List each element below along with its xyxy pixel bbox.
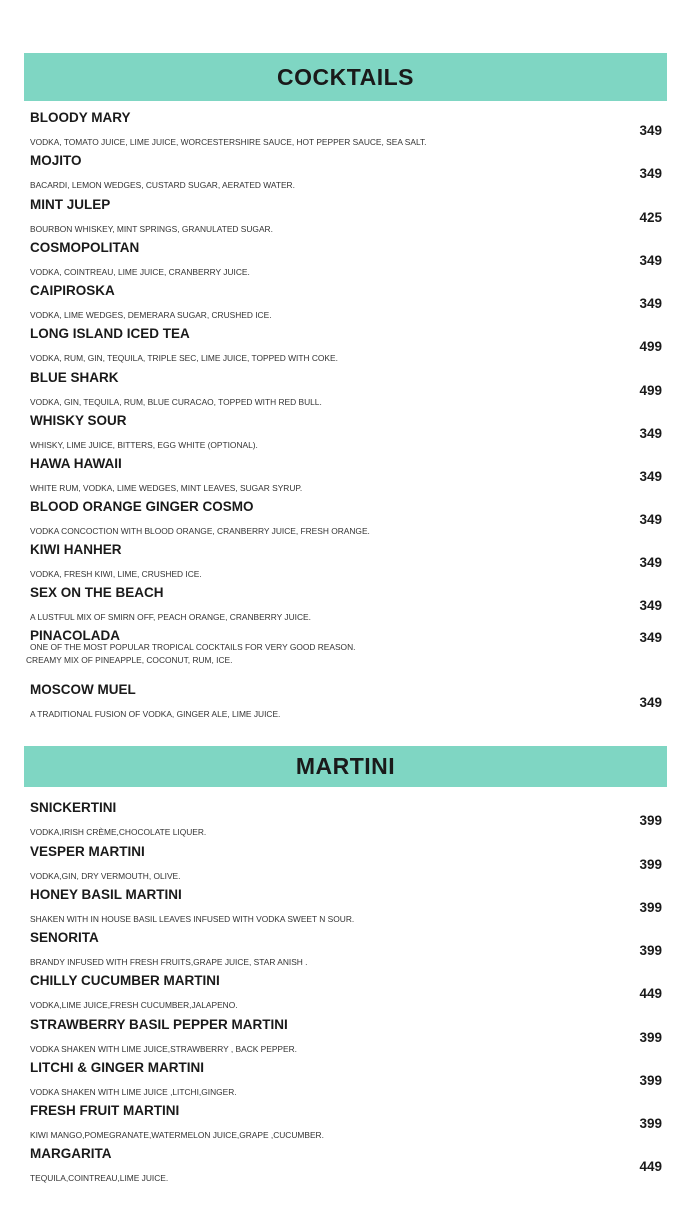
item-description: VODKA SHAKEN WITH LIME JUICE ,LITCHI,GINGER.	[30, 1087, 237, 1097]
item-name: CHILLY CUCUMBER MARTINI	[30, 973, 220, 988]
item-price: 499	[639, 383, 662, 398]
menu-item	[0, 456, 700, 499]
item-name: SENORITA	[30, 930, 99, 945]
item-description: VODKA SHAKEN WITH LIME JUICE,STRAWBERRY , BACK PEPPER.	[30, 1044, 297, 1054]
item-description-line-2: CREAMY MIX OF PINEAPPLE, COCONUT, RUM, ICE.	[26, 655, 233, 665]
item-price: 399	[639, 1116, 662, 1131]
item-name: HONEY BASIL MARTINI	[30, 887, 182, 902]
item-description: VODKA,IRISH CRÈME,CHOCOLATE LIQUER.	[30, 827, 207, 837]
item-description: BOURBON WHISKEY, MINT SPRINGS, GRANULATED SUGAR.	[30, 224, 273, 234]
item-name: MOSCOW MUEL	[30, 682, 136, 697]
menu-item	[0, 283, 700, 326]
item-description: VODKA, TOMATO JUICE, LIME JUICE, WORCESTERSHIRE SAUCE, HOT PEPPER SAUCE, SEA SALT.	[30, 137, 427, 147]
item-description: VODKA,LIME JUICE,FRESH CUCUMBER,JALAPENO.	[30, 1000, 238, 1010]
menu-item	[0, 542, 700, 585]
item-name: BLOODY MARY	[30, 110, 131, 125]
menu-item	[0, 370, 700, 413]
menu-item	[0, 973, 700, 1017]
menu-item	[0, 844, 700, 887]
cocktails-heading: COCKTAILS	[277, 63, 414, 90]
item-price: 349	[639, 598, 662, 613]
item-description: VODKA, GIN, TEQUILA, RUM, BLUE CURACAO, TOPPED WITH RED BULL.	[30, 397, 322, 407]
item-price: 349	[639, 123, 662, 138]
menu-item	[0, 930, 700, 973]
menu-item	[0, 153, 700, 197]
item-name: FRESH FRUIT MARTINI	[30, 1103, 180, 1118]
menu-item	[0, 326, 700, 370]
item-name: BLUE SHARK	[30, 370, 119, 385]
menu-item	[0, 499, 700, 542]
item-description: SHAKEN WITH IN HOUSE BASIL LEAVES INFUSED WITH VODKA SWEET N SOUR.	[30, 914, 355, 924]
item-description: WHITE RUM, VODKA, LIME WEDGES, MINT LEAVES, SUGAR SYRUP.	[30, 483, 303, 493]
menu-item	[0, 1103, 700, 1146]
item-name: LITCHI & GINGER MARTINI	[30, 1060, 204, 1075]
item-name: LONG ISLAND ICED TEA	[30, 326, 190, 341]
item-description: VODKA, RUM, GIN, TEQUILA, TRIPLE SEC, LIME JUICE, TOPPED WITH COKE.	[30, 353, 338, 363]
item-price: 399	[639, 813, 662, 828]
menu-item	[0, 240, 700, 283]
menu-item	[0, 1060, 700, 1103]
item-description: A TRADITIONAL FUSION OF VODKA, GINGER ALE, LIME JUICE.	[30, 709, 281, 719]
cocktails-list	[0, 110, 700, 722]
item-description: VODKA, FRESH KIWI, LIME, CRUSHED ICE.	[30, 569, 202, 579]
item-price: 349	[639, 166, 662, 181]
item-description: BACARDI, LEMON WEDGES, CUSTARD SUGAR, AERATED WATER.	[30, 180, 295, 190]
item-price: 349	[639, 512, 662, 527]
item-price: 349	[639, 253, 662, 268]
menu-item	[0, 682, 700, 722]
item-name: CAIPIROSKA	[30, 283, 115, 298]
item-name: WHISKY SOUR	[30, 413, 127, 428]
item-price: 399	[639, 1030, 662, 1045]
item-name: MOJITO	[30, 153, 82, 168]
item-name: SNICKERTINI	[30, 800, 117, 815]
item-price: 449	[639, 1159, 662, 1174]
item-price: 349	[639, 695, 662, 710]
menu-item	[0, 110, 700, 153]
item-price: 399	[639, 857, 662, 872]
item-name: MARGARITA	[30, 1146, 112, 1161]
item-price: 399	[639, 1073, 662, 1088]
martini-list	[0, 800, 700, 1189]
menu-item	[0, 800, 700, 844]
martini-heading: MARTINI	[295, 753, 396, 779]
cocktails-banner	[24, 53, 667, 101]
item-price: 399	[639, 900, 662, 915]
item-price: 425	[639, 210, 662, 225]
item-name: STRAWBERRY BASIL PEPPER MARTINI	[30, 1017, 288, 1032]
item-name: SEX ON THE BEACH	[30, 585, 164, 600]
menu-item	[0, 1017, 700, 1060]
menu-item	[0, 1146, 700, 1189]
item-description: TEQUILA,COINTREAU,LIME JUICE.	[30, 1173, 169, 1183]
item-name: COSMOPOLITAN	[30, 240, 140, 255]
item-name: KIWI HANHER	[30, 542, 122, 557]
item-description: VODKA CONCOCTION WITH BLOOD ORANGE, CRANBERRY JUICE, FRESH ORANGE.	[30, 526, 370, 536]
item-name: MINT JULEP	[30, 197, 111, 212]
item-description: VODKA,GIN, DRY VERMOUTH, OLIVE.	[30, 871, 181, 881]
item-name: VESPER MARTINI	[30, 844, 145, 859]
item-name: BLOOD ORANGE GINGER COSMO	[30, 499, 254, 514]
item-name: PINACOLADA	[30, 628, 120, 643]
menu-item	[0, 628, 700, 682]
item-price: 449	[639, 986, 662, 1001]
item-price: 349	[639, 426, 662, 441]
item-price: 499	[639, 339, 662, 354]
item-description: WHISKY, LIME JUICE, BITTERS, EGG WHITE (OPTIONAL).	[30, 440, 258, 450]
item-price: 399	[639, 943, 662, 958]
item-price: 349	[639, 630, 662, 645]
item-price: 349	[639, 555, 662, 570]
item-description: A LUSTFUL MIX OF SMIRN OFF, PEACH ORANGE, CRANBERRY JUICE.	[30, 612, 311, 622]
item-description: VODKA, LIME WEDGES, DEMERARA SUGAR, CRUSHED ICE.	[30, 310, 272, 320]
menu-item	[0, 585, 700, 628]
menu-item	[0, 413, 700, 456]
item-description: VODKA, COINTREAU, LIME JUICE, CRANBERRY JUICE.	[30, 267, 250, 277]
item-description: KIWI MANGO,POMEGRANATE,WATERMELON JUICE,GRAPE ,CUCUMBER.	[30, 1130, 324, 1140]
item-description: ONE OF THE MOST POPULAR TROPICAL COCKTAILS FOR VERY GOOD REASON.	[30, 642, 356, 652]
menu-item	[0, 197, 700, 240]
item-price: 349	[639, 469, 662, 484]
martini-banner	[24, 746, 667, 787]
item-name: HAWA HAWAII	[30, 456, 122, 471]
item-price: 349	[639, 296, 662, 311]
item-description: BRANDY INFUSED WITH FRESH FRUITS,GRAPE JUICE, STAR ANISH .	[30, 957, 308, 967]
menu-item	[0, 887, 700, 930]
